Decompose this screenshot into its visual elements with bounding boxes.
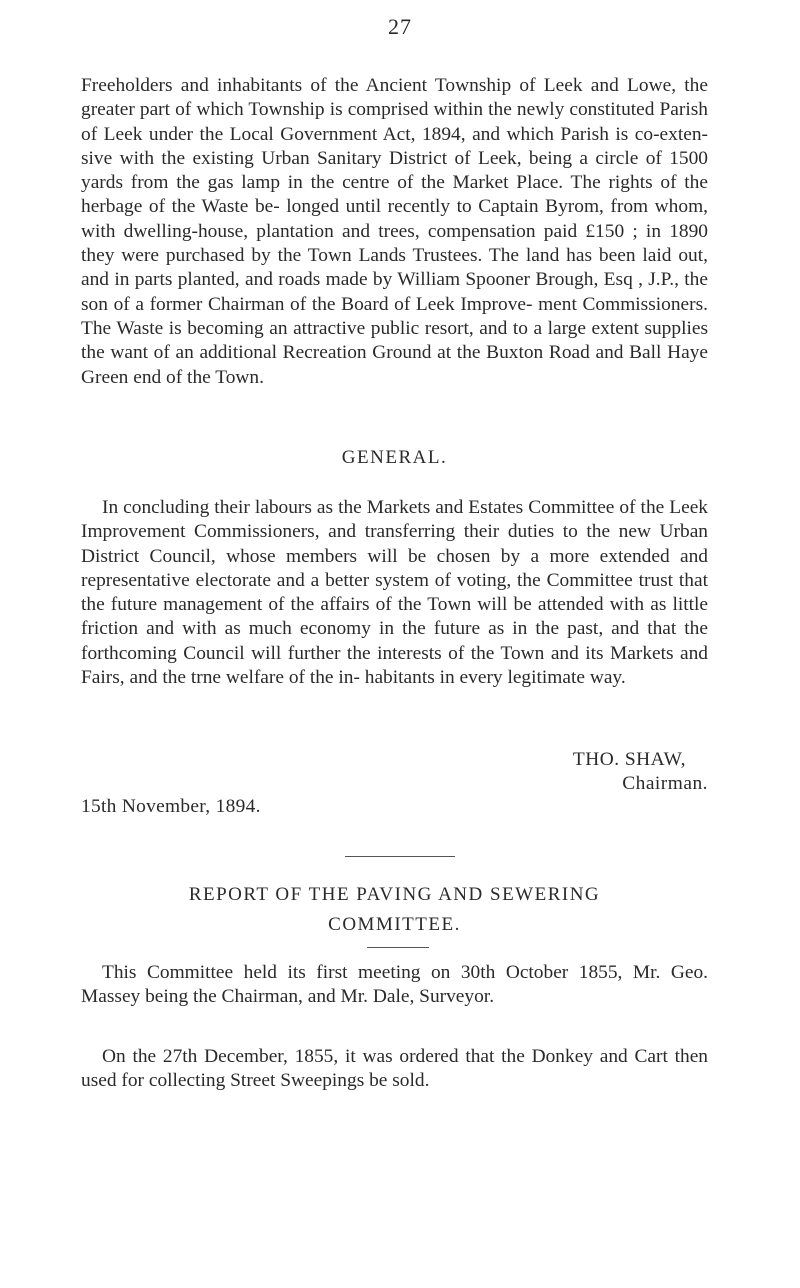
heading-underline — [367, 947, 429, 948]
paragraph-text: This Committee held its first meeting on 30th October 1855, Mr. Geo. Massey being the Chairman, and Mr. Dale, Surveyor. — [81, 962, 708, 1008]
section-divider — [345, 856, 455, 857]
report-heading-line-1: REPORT OF THE PAVING AND SEWERING — [188, 884, 601, 905]
paragraph-donkey-cart — [81, 1045, 708, 1094]
paragraph-waste-history — [81, 74, 708, 390]
paragraph-first-meeting — [81, 961, 708, 1010]
page-number: 27 — [388, 14, 412, 39]
paragraph-text: In concluding their labours as the Markets and Estates Committee of the Leek Improvement Commissioners, and transferring their duties to the new Urban District Council, whose members will be chosen by a more extended and representative electorate and a better system of voting, the Committee trust that the future management of the affairs of the Town will be attended with as little friction and with as much economy in the future as in the past, and that the forthcoming Council will further the interests of the Town and its Markets and Fairs, and the trne welfare of the in- habitants in every legitimate way. — [81, 497, 708, 689]
paragraph-text: On the 27th December, 1855, it was ordered that the Donkey and Cart then used for collecting Street Sweepings be sold. — [81, 1046, 708, 1092]
date-line: 15th November, 1894. — [81, 796, 261, 817]
signature-name: THO. SHAW, — [572, 749, 686, 770]
paragraph-text: Freeholders and inhabitants of the Ancient Township of Leek and Lowe, the greater part of which Township is comprised within the newly constituted Parish of Leek under the Local Government Act, 1894, and which Parish is co-exten- sive with the existing Urban Sanitary District of Leek, being a circle of 1500 yards from the gas lamp in the centre of the Market Place. The rights of the herbage of the Waste be- longed until recently to Captain Byrom, from whom, with dwelling-house, plantation and trees, compensation paid £150 ; in 1890 they were purchased by the Town Lands Trustees. The land has been laid out, and in parts planted, and roads made by William Spooner Brough, Esq , J.P., the son of a former Chairman of the Board of Leek Improve- ment Commissioners. The Waste is becoming an attractive public resort, and to a large extent supplies the want of an additional Recreation Ground at the Buxton Road and Ball Haye Green end of the Town. — [81, 75, 708, 388]
heading-general-container — [81, 447, 708, 469]
heading-general: GENERAL. — [341, 447, 448, 468]
signature-title: Chairman. — [622, 773, 708, 794]
report-heading — [81, 880, 708, 940]
report-heading-line-2: COMMITTEE. — [328, 914, 461, 935]
paragraph-general — [81, 496, 708, 690]
signature-block — [408, 748, 708, 796]
